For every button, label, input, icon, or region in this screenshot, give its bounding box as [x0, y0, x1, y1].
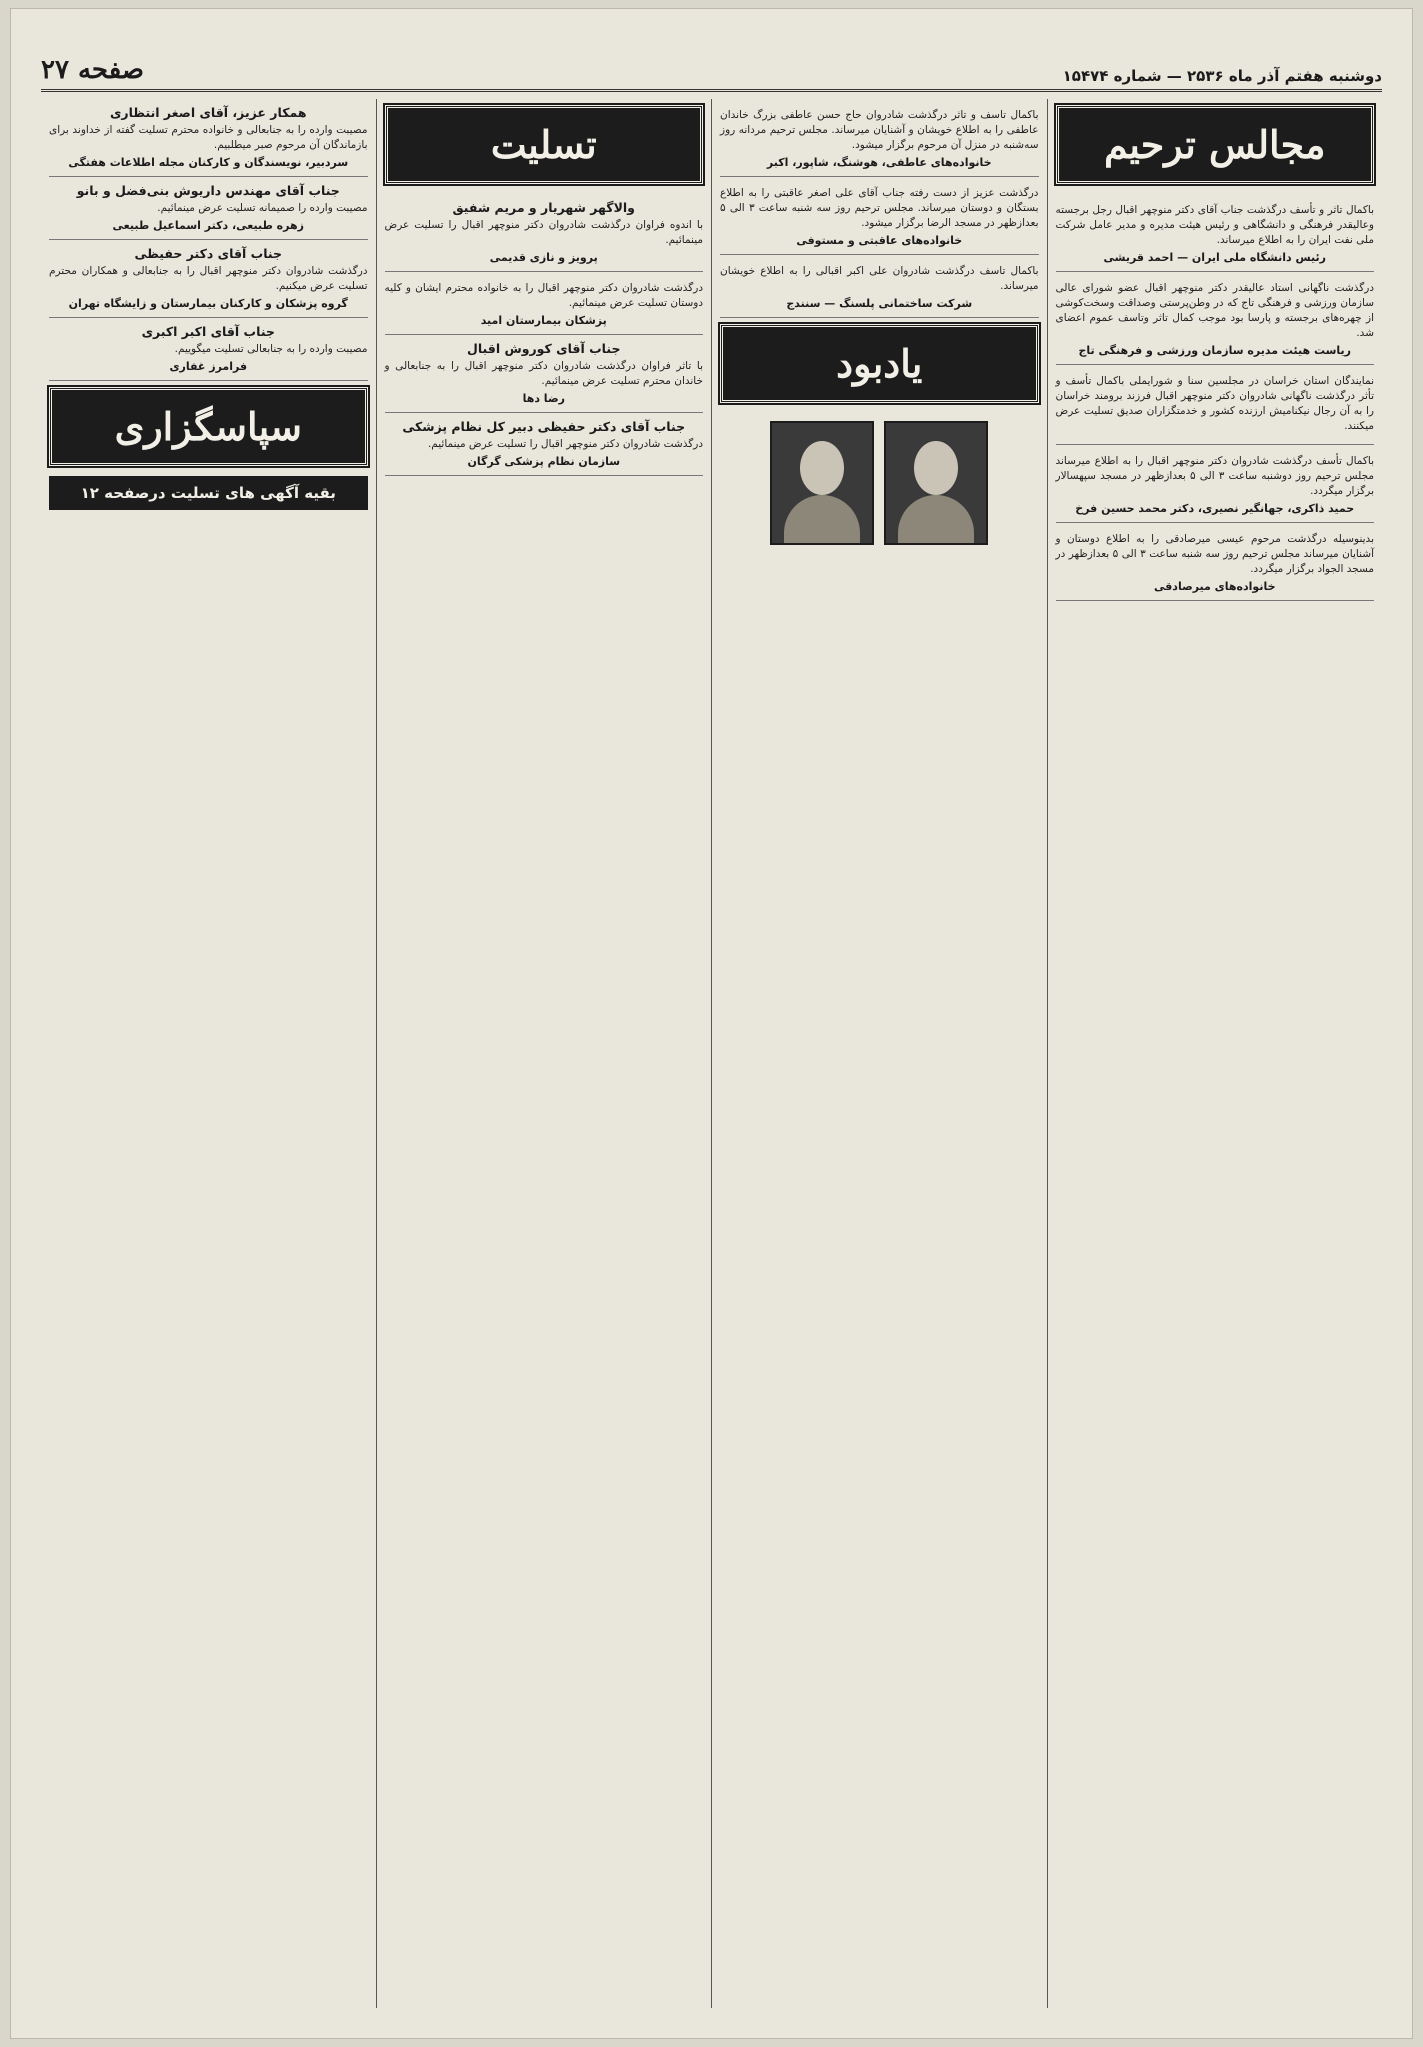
notice-signature: خانواده‌های عاطفی، هوشنگ، شاپور، اکبر [766, 156, 992, 169]
notice [385, 194, 704, 272]
notice-signature: گروه پزشکان و کارکنان بیمارستان و زایشگاه تهران [68, 297, 348, 310]
notice-text: بدینوسیله درگذشت مرحوم عیسی میرصادقی را به اطلاع دوستان و آشنایان میرساند مجلس ترحیم روز سه شنبه ساعت ۳ الی ۵ بعدازظهر در مسجد الجواد برگزار میگردد. [1055, 533, 1374, 575]
memorial-photos [720, 413, 1039, 553]
notice-text: نمایندگان استان خراسان در مجلسین سنا و شورایملی باکمال تأسف و تأثر درگذشت ناگهانی شادروان دکتر منوچهر اقبال فرزند برومند خراسان را به آن رجال نیکنامیش ارزنده کشور و خدمتگزاران صدیق تسلیت عرض میکنند. [1055, 375, 1374, 432]
column-3 [376, 99, 712, 2008]
notice [385, 413, 704, 476]
notice-signature: خانواده‌های عاقبتی و مستوفی [796, 234, 963, 247]
notice-signature: پرویز و نازی قدیمی [489, 251, 598, 264]
notice [720, 99, 1039, 177]
notice-title: جناب آقای دکتر حفیظی [134, 246, 283, 261]
notice-signature: حمید ذاکری، جهانگیر نصیری، دکتر محمد حسین فرخ [1075, 502, 1355, 515]
notice-text: درگذشت شادروان دکتر منوچهر اقبال را به جنابعالی و همکاران محترم تسلیت عرض میکنیم. [49, 265, 368, 292]
notice [385, 272, 704, 335]
column-1 [1047, 99, 1383, 2008]
newspaper-page [10, 8, 1413, 2039]
notice [1056, 445, 1375, 523]
notice-title: جناب آقای مهندس داریوش بنی‌فضل و بانو [76, 183, 340, 198]
section-banner-sepasgozari: سپاسگزاری [49, 387, 368, 466]
notice-signature: شرکت ساختمانی پلسنگ — سنندج [786, 297, 973, 310]
issue-date: دوشنبه هفتم آذر ماه ۲۵۳۶ — شماره ۱۵۴۷۴ [1062, 67, 1382, 85]
notice-title: همکار عزیز، آقای اصغر انتظاری [109, 105, 307, 120]
page-header [41, 49, 1382, 92]
notice [49, 177, 368, 240]
notice-text: با اندوه فراوان درگذشت شادروان دکتر منوچهر اقبال را تسلیت عرض مینمائیم. [384, 219, 703, 246]
notice-text: درگذشت شادروان دکتر منوچهر اقبال را تسلیت عرض مینمائیم. [427, 438, 703, 450]
page-number: صفحه ۲۷ [41, 55, 144, 85]
column-2 [711, 99, 1047, 2008]
notice-title: جناب آقای دکتر حفیظی دبیر کل نظام پزشکی [402, 419, 686, 434]
portrait-photo-man [884, 421, 988, 545]
notice [720, 255, 1039, 318]
notice-text: باکمال تاسف درگذشت شادروان علی اکبر اقبالی را به اطلاع خویشان میرساند. [720, 265, 1039, 292]
notice-signature: زهره طبیعی، دکتر اسماعیل طبیعی [112, 219, 304, 232]
notice [1056, 365, 1375, 445]
notice-text: مصیبت وارده را به جنابعالی و خانواده محترم تسلیت گفته از خداوند برای بازماندگان آن مرحوم صبر میطلبیم. [49, 124, 368, 151]
notice [49, 240, 368, 318]
notice-text: مصیبت وارده را به جنابعالی تسلیت میگوییم. [174, 343, 368, 355]
notice-signature: خانواده‌های میرصادقی [1153, 580, 1276, 593]
notice-signature: سازمان نظام پزشکی گرگان [467, 455, 621, 468]
notice [1056, 272, 1375, 365]
notice-text: باکمال تأسف درگذشت شادروان دکتر منوچهر اقبال را به اطلاع میرساند مجلس ترحیم روز دوشنبه ساعت ۳ الی ۵ بعدازظهر در مسجد سپهسالار برگزار میگردد. [1055, 455, 1374, 497]
notice-text: مصیبت وارده را صمیمانه تسلیت عرض مینمائیم. [157, 202, 368, 214]
notice [720, 177, 1039, 255]
notice-title: جناب آقای اکبر اکبری [141, 324, 275, 339]
notice-signature: رضا دها [522, 392, 565, 405]
notice [1056, 523, 1375, 601]
notice-title: جناب آقای کوروش اقبال [467, 341, 621, 356]
notice-signature: رئیس دانشگاه ملی ایران — احمد قریشی [1103, 251, 1326, 264]
notice [385, 335, 704, 413]
notice [49, 99, 368, 177]
notice-signature: پزشکان بیمارستان امید [480, 314, 607, 327]
notice-text: با تاثر فراوان درگذشت شادروان دکتر منوچهر اقبال را به جنابعالی و خاندان محترم تسلیت عرض مینمائیم. [384, 360, 703, 387]
notice-title: والاگهر شهریار و مریم شفیق [452, 200, 635, 215]
notice-text: درگذشت شادروان دکتر منوچهر اقبال را به خانواده محترم ایشان و کلیه دوستان تسلیت عرض مینمائیم. [384, 282, 703, 309]
notice-signature: سردبیر، نویسندگان و کارکنان مجله اطلاعات هفتگی [68, 156, 349, 169]
notice-text: باکمال تاثر و تأسف درگذشت جناب آقای دکتر منوچهر اقبال رجل برجسته وعالیقدر فرهنگی و دانشگاهی و رئیس هیئت مدیره و مدیر عامل شرکت ملی نفت ایران را به اطلاع میرساند. [1055, 204, 1374, 246]
columns [41, 99, 1382, 2008]
notice-signature: فرامرز غفاری [169, 360, 248, 373]
column-4 [41, 99, 376, 2008]
notice-text: درگذشت عزیز از دست رفته جناب آقای علی اصغر عاقبتی را به اطلاع بستگان و دوستان میرساند. مجلس ترحیم روز سه شنبه ساعت ۳ الی ۵ بعدازظهر در مسجد الرضا برگزار میشود. [720, 187, 1039, 229]
notice [49, 318, 368, 381]
notice [1056, 194, 1375, 272]
portrait-photo-woman [770, 421, 874, 545]
notice-text: درگذشت ناگهانی استاد عالیقدر دکتر منوچهر اقبال عضو شورای عالی سازمان ورزشی و فرهنگی تاج که در وطن‌پرستی وصداقت وسخت‌کوشی از چهره‌های برجسته و پارسا بود موجب کمال تاثر وتاسف عموم اعضای شد. [1055, 282, 1374, 339]
section-banner-majales-tarhim: مجالس ترحیم [1056, 105, 1375, 184]
section-banner-tasliat: تسلیت [385, 105, 704, 184]
notice-text: باکمال تاسف و تاثر درگذشت شادروان حاج حسن عاطفی بزرگ خاندان عاطفی را به اطلاع خویشان و آشنایان میرساند. مجلس ترحیم مردانه روز سه‌شنبه در منزل آن مرحوم برگزار میشود. [720, 109, 1039, 151]
section-banner-yadbood: یادبود [720, 324, 1039, 403]
continued-note: بقیه آگهی های تسلیت درصفحه ۱۲ [49, 476, 368, 510]
notice-signature: ریاست هیئت مدیره سازمان ورزشی و فرهنگی تاج [1078, 344, 1352, 357]
